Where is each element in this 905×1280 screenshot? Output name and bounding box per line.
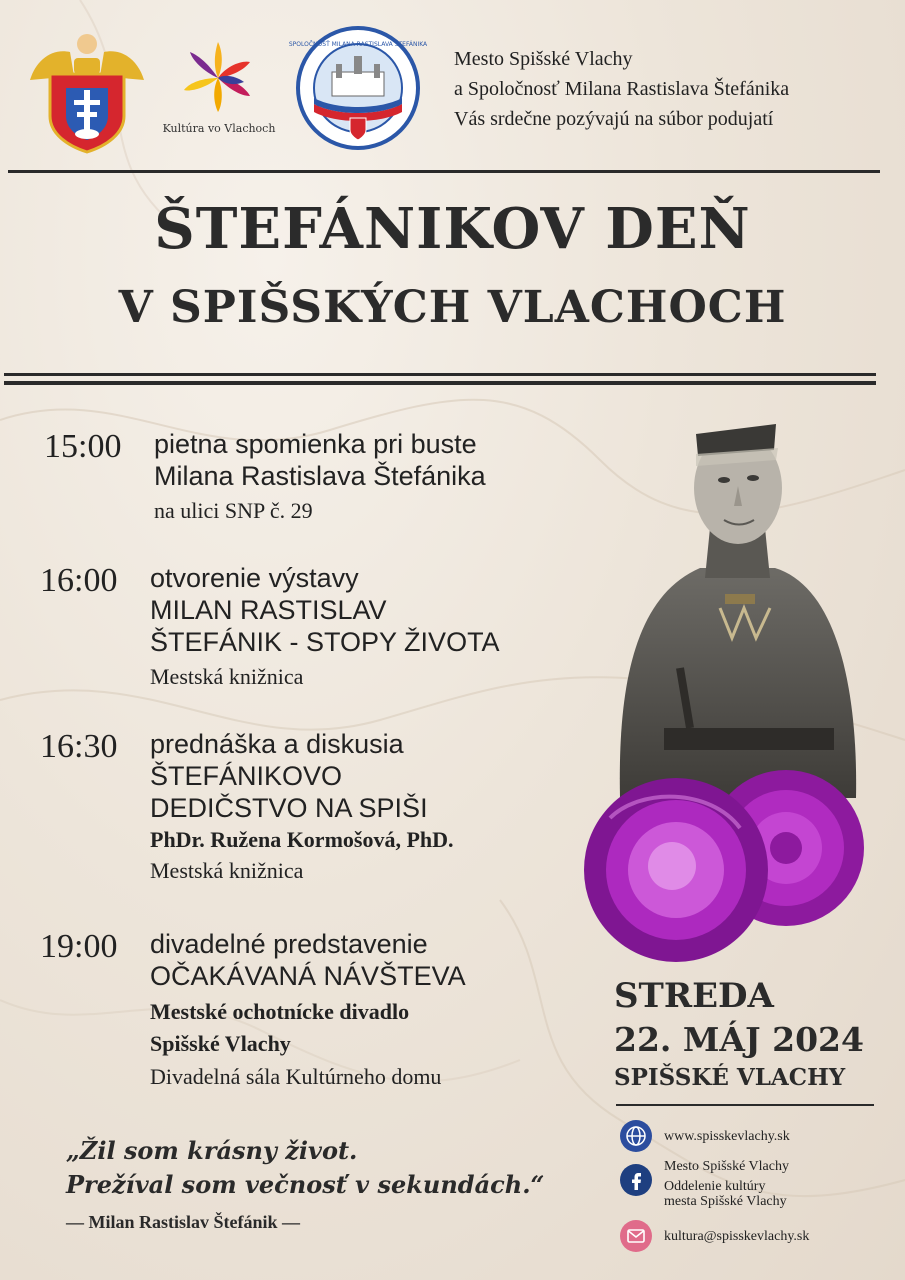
inviter-line-2: a Spoločnosť Milana Rastislava Štefánika: [454, 78, 790, 100]
facebook-page-culture-1: Oddelenie kultúry: [664, 1179, 766, 1194]
event-4-time: 19:00: [40, 928, 118, 965]
event-1-time: 15:00: [44, 428, 122, 465]
mail-icon: [620, 1220, 652, 1252]
event-4-subject: OČAKÁVANÁ NÁVŠTEVA: [150, 961, 466, 991]
event-title-line-1: ŠTEFÁNIKOV DEŇ: [154, 196, 751, 262]
event-date: 22. MÁJ 2024: [614, 1020, 864, 1059]
event-3-time: 16:30: [40, 728, 118, 765]
event-3: [150, 728, 454, 886]
event-3-subject-1: ŠTEFÁNIKOVO: [150, 761, 343, 791]
event-2-subject-2: ŠTEFÁNIK - STOPY ŽIVOTA: [150, 627, 500, 657]
event-3-speaker: PhDr. Ružena Kormošová, PhD.: [150, 827, 454, 852]
inviter-line-3: Vás srdečne pozývajú na súbor podujatí: [454, 108, 774, 130]
kultura-logo-text: Kultúra vo Vlachoch: [162, 122, 276, 135]
event-3-title: prednáška a diskusia: [150, 729, 404, 759]
facebook-icon: [620, 1164, 652, 1196]
event-4-performer-1: Mestské ochotnícke divadlo: [150, 999, 410, 1024]
kultura-vo-vlachoch-logo: [156, 32, 282, 144]
event-title-line-2: V SPIŠSKÝCH VLACHOCH: [118, 282, 787, 333]
event-2-subject-1: MILAN RASTISLAV: [150, 595, 387, 625]
quote-line-1: „Žil som krásny život.: [66, 1136, 358, 1165]
event-1-subject: Milana Rastislava Štefánika: [154, 461, 486, 491]
facebook-page-culture-2: mesta Spišské Vlachy: [664, 1194, 787, 1209]
event-4-performer-2: Spišské Vlachy: [150, 1031, 291, 1056]
facebook-page-town: Mesto Spišské Vlachy: [664, 1159, 789, 1174]
inviters-block: [454, 44, 789, 134]
quote-line-2: Prežíval som večnosť v sekundách.“: [66, 1170, 545, 1199]
event-2-title: otvorenie výstavy: [150, 563, 359, 593]
event-4-title: divadelné predstavenie: [150, 929, 428, 959]
event-3-subject-2: DEDIČSTVO NA SPIŠI: [150, 793, 428, 823]
header-divider: [8, 170, 880, 173]
event-1-title: pietna spomienka pri buste: [154, 429, 477, 459]
stefanik-portrait: [600, 398, 870, 798]
website-link[interactable]: www.spisskevlachy.sk: [664, 1129, 790, 1144]
event-2-place: Mestská knižnica: [150, 664, 304, 689]
event-town: SPIŠSKÉ VLACHY: [614, 1064, 846, 1091]
facebook-links[interactable]: [664, 1159, 789, 1209]
title-divider-top: [4, 373, 876, 376]
contacts-divider: [616, 1104, 874, 1106]
event-3-place: Mestská knižnica: [150, 858, 304, 883]
globe-icon: [620, 1120, 652, 1152]
event-2: [150, 562, 500, 692]
stefanik-society-seal-logo: [288, 26, 428, 150]
purple-roses: [580, 758, 876, 964]
event-2-time: 16:00: [40, 562, 118, 599]
event-1-place: na ulici SNP č. 29: [154, 498, 313, 523]
seal-text: SPOLOČNOSŤ MILANA RASTISLAVA ŠTEFÁNIKA: [288, 41, 428, 48]
quote-author: — Milan Rastislav Štefánik —: [66, 1212, 301, 1232]
event-4-place: Divadelná sála Kultúrneho domu: [150, 1064, 442, 1089]
event-1: [154, 428, 486, 526]
inviter-line-1: Mesto Spišské Vlachy: [454, 48, 633, 70]
email-link[interactable]: kultura@spisskevlachy.sk: [664, 1229, 810, 1244]
event-weekday: STREDA: [614, 976, 774, 1016]
title-divider-bottom: [4, 381, 876, 385]
town-coat-of-arms-logo: [26, 30, 148, 154]
quote: [66, 1134, 544, 1202]
event-4: [150, 928, 466, 1092]
